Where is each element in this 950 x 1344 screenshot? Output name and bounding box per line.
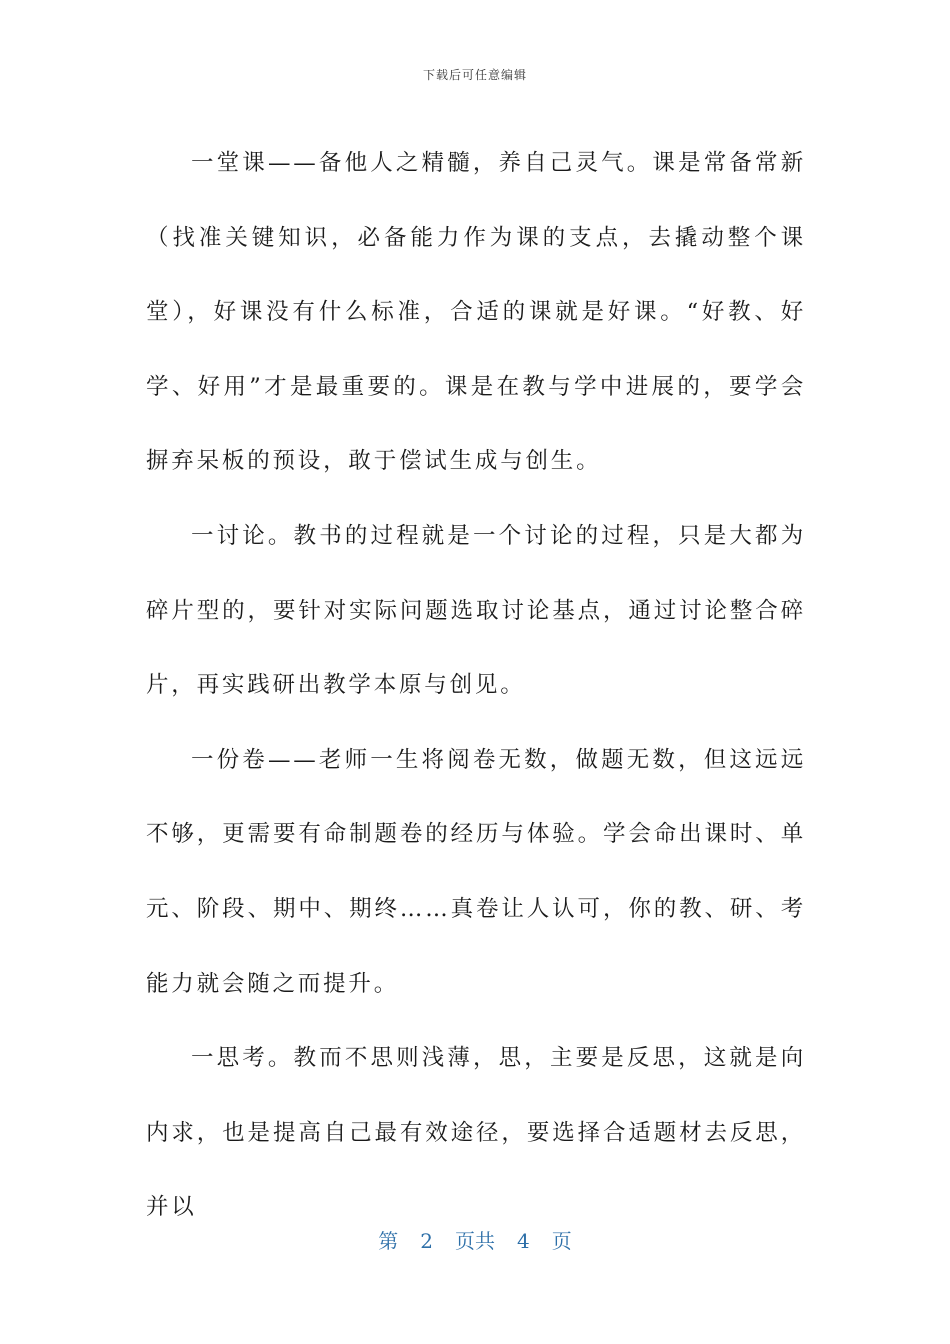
paragraph-discussion: 一讨论。教书的过程就是一个讨论的过程，只是大都为碎片型的，要针对实际问题选取讨论基点，通过讨论整合碎片，再实践研出教学本原与创见。 [146, 522, 806, 699]
footer-prefix: 第 [378, 1229, 399, 1253]
document-body [146, 126, 806, 1245]
paragraph-lesson: 一堂课——备他人之精髓，养自己灵气。课是常备常新（找准关键知识，必备能力作为课的支点，去撬动整个课堂），好课没有什么标准，合适的课就是好课。“好教、好学、好用”才是最重要的。课是在教与学中进展的，要学会摒弃呆板的预设，敢于偿试生成与创生。 [146, 150, 806, 475]
paragraph-reflection: 一思考。教而不思则浅薄，思，主要是反思，这就是向内求，也是提高自己最有效途径，要选择合适题材去反思，并以 [146, 1045, 806, 1221]
page-header-note: 下载后可任意编辑 [422, 68, 527, 82]
page-number-footer [0, 1225, 950, 1254]
footer-total-pages: 4 [517, 1229, 530, 1253]
paragraph-exam-paper: 一份卷——老师一生将阅卷无数，做题无数，但这远远不够，更需要有命制题卷的经历与体验。学会命出课时、单元、阶段、期中、期终……真卷让人认可，你的教、研、考能力就会随之而提升。 [146, 746, 806, 997]
footer-middle: 页共 [455, 1229, 495, 1253]
footer-suffix: 页 [551, 1229, 572, 1253]
footer-current-page: 2 [420, 1229, 433, 1253]
